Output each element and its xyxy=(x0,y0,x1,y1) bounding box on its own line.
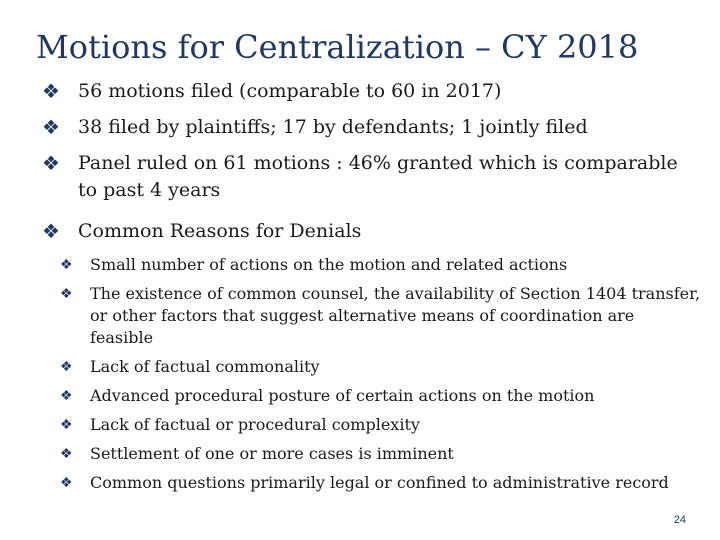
diamond-bullet-icon: ❖ xyxy=(60,446,73,462)
bullet-text: Panel ruled on 61 motions : 46% granted which is comparable to past 4 years xyxy=(78,152,678,201)
sub-bullet-item xyxy=(60,283,702,349)
page-number: 24 xyxy=(673,514,686,526)
bullet-text: 38 filed by plaintiffs; 17 by defendants; 1 jointly filed xyxy=(78,116,588,138)
sub-bullet-text: Common questions primarily legal or confined to administrative record xyxy=(90,473,669,492)
sub-bullet-text: Lack of factual or procedural complexity xyxy=(90,415,420,434)
diamond-bullet-icon: ❖ xyxy=(60,388,73,404)
sub-bullet-item xyxy=(60,414,702,436)
sub-bullet-item xyxy=(60,254,702,276)
sub-bullet-text: Settlement of one or more cases is imminent xyxy=(90,444,454,463)
diamond-bullet-icon: ❖ xyxy=(42,151,60,175)
diamond-bullet-icon: ❖ xyxy=(60,359,73,375)
bullet-item xyxy=(42,218,702,245)
bullet-item xyxy=(42,114,702,141)
sub-bullet-text: Lack of factual commonality xyxy=(90,357,320,376)
sub-bullet-list xyxy=(60,254,702,494)
sub-bullet-text: Small number of actions on the motion and related actions xyxy=(90,255,568,274)
sub-bullet-text: Advanced procedural posture of certain actions on the motion xyxy=(90,386,595,405)
bullet-text: 56 motions filed (comparable to 60 in 2017) xyxy=(78,80,502,102)
diamond-bullet-icon: ❖ xyxy=(60,257,73,273)
sub-bullet-text: The existence of common counsel, the availability of Section 1404 transfer, or other factors that suggest alternative means of coordination are feasible xyxy=(90,284,701,347)
bullet-item xyxy=(42,150,702,204)
diamond-bullet-icon: ❖ xyxy=(60,286,73,302)
diamond-bullet-icon: ❖ xyxy=(42,219,60,243)
diamond-bullet-icon: ❖ xyxy=(60,417,73,433)
bullet-text: Common Reasons for Denials xyxy=(78,220,362,242)
bullet-list xyxy=(42,78,702,501)
sub-bullet-item xyxy=(60,472,702,494)
bullet-item xyxy=(42,78,702,105)
sub-bullet-item xyxy=(60,443,702,465)
sub-bullet-item xyxy=(60,385,702,407)
sub-bullet-item xyxy=(60,356,702,378)
diamond-bullet-icon: ❖ xyxy=(60,475,73,491)
diamond-bullet-icon: ❖ xyxy=(42,79,60,103)
diamond-bullet-icon: ❖ xyxy=(42,115,60,139)
slide-title: Motions for Centralization – CY 2018 xyxy=(36,28,639,66)
